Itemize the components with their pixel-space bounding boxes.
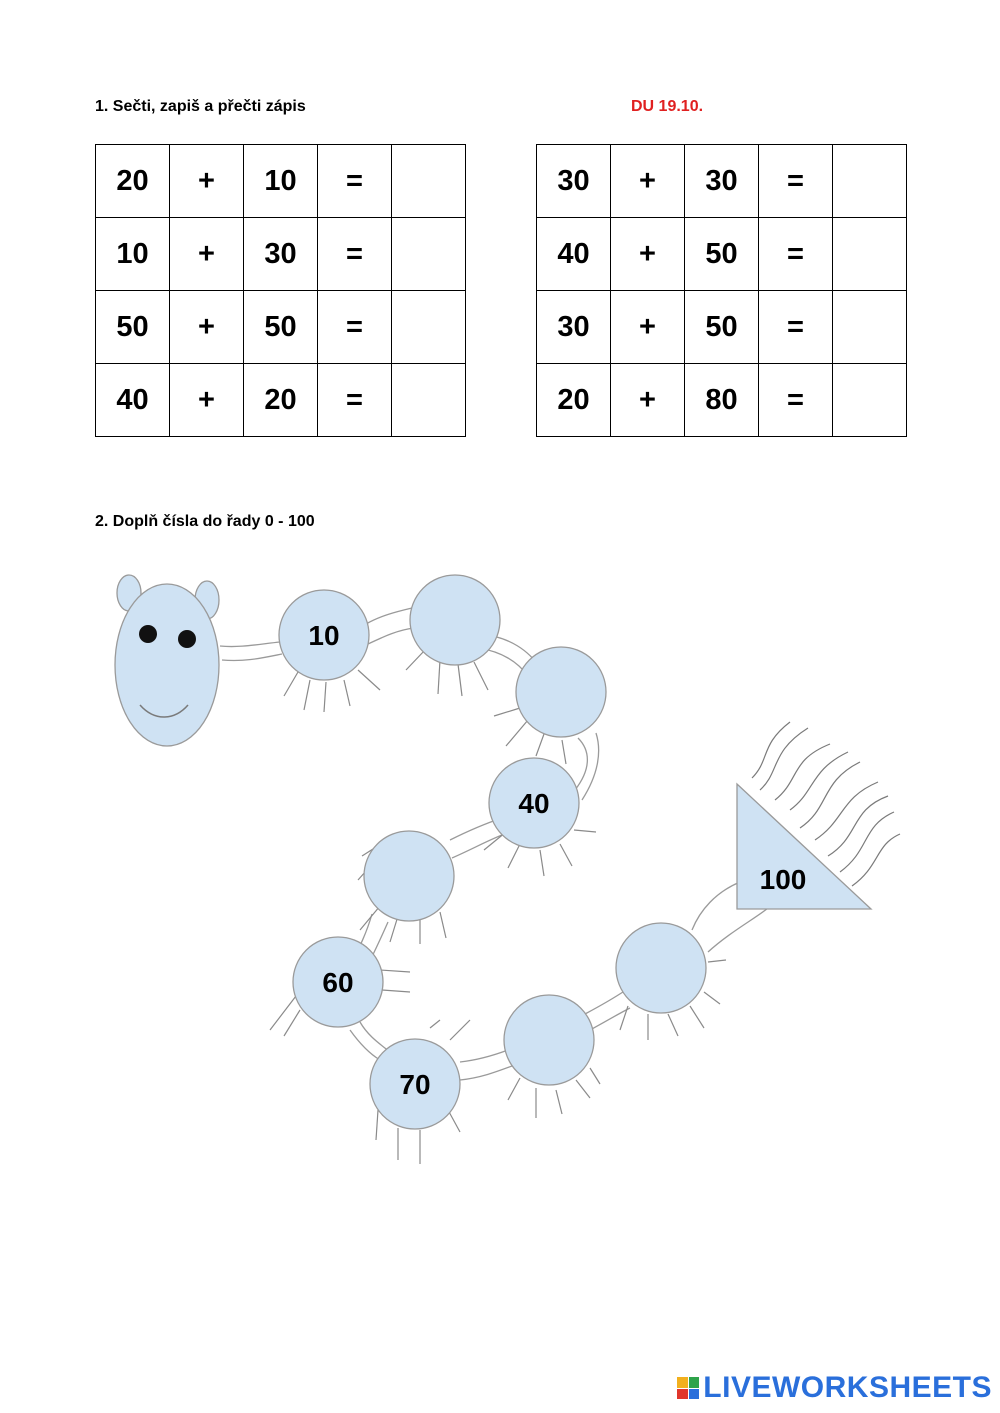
brand-name: LIVEWORKSHEETS <box>703 1371 992 1404</box>
equals-sign: = <box>759 364 833 437</box>
plus-sign: + <box>170 364 244 437</box>
segment-number: 40 <box>518 788 550 819</box>
segment-number: 60 <box>322 967 354 998</box>
addend-b: 50 <box>244 291 318 364</box>
plus-sign: + <box>170 145 244 218</box>
addend-b: 80 <box>685 364 759 437</box>
worm-head <box>115 575 219 746</box>
addend-a: 40 <box>537 218 611 291</box>
plus-sign: + <box>170 291 244 364</box>
plus-sign: + <box>611 364 685 437</box>
addend-a: 10 <box>96 218 170 291</box>
due-date: DU 19.10. <box>631 98 704 115</box>
plus-sign: + <box>611 291 685 364</box>
segment-number: 10 <box>308 620 340 651</box>
task1-title: 1. Sečti, zapiš a přečti zápis <box>95 98 306 115</box>
worm-segment[interactable] <box>489 758 579 848</box>
worm-segment[interactable] <box>293 937 383 1027</box>
worm-segment[interactable] <box>516 647 606 737</box>
worm-segment[interactable] <box>410 575 500 665</box>
worm-segment[interactable] <box>616 923 706 1013</box>
worm-segment[interactable] <box>370 1039 460 1129</box>
addend-b: 20 <box>244 364 318 437</box>
addend-b: 30 <box>685 145 759 218</box>
liveworksheets-logo-icon <box>677 1377 699 1399</box>
equals-sign: = <box>759 145 833 218</box>
worm-segment[interactable] <box>364 831 454 921</box>
plus-sign: + <box>170 218 244 291</box>
addend-a: 40 <box>96 364 170 437</box>
segment-number: 100 <box>759 864 807 895</box>
equals-sign: = <box>318 364 392 437</box>
addend-a: 50 <box>96 291 170 364</box>
addend-a: 20 <box>96 145 170 218</box>
addend-b: 50 <box>685 291 759 364</box>
segment-number: 70 <box>399 1069 431 1100</box>
addend-a: 20 <box>537 364 611 437</box>
plus-sign: + <box>611 145 685 218</box>
addend-a: 30 <box>537 291 611 364</box>
plus-sign: + <box>611 218 685 291</box>
addend-b: 30 <box>244 218 318 291</box>
addend-b: 10 <box>244 145 318 218</box>
worm-segment[interactable] <box>279 590 369 680</box>
task2-title: 2. Doplň čísla do řady 0 - 100 <box>95 513 315 530</box>
worm-segment[interactable] <box>504 995 594 1085</box>
worm-legs <box>270 650 726 1164</box>
equals-sign: = <box>759 218 833 291</box>
brand-logo <box>677 1371 992 1405</box>
equals-sign: = <box>318 218 392 291</box>
equals-sign: = <box>318 145 392 218</box>
addend-b: 50 <box>685 218 759 291</box>
equals-sign: = <box>759 291 833 364</box>
addend-a: 30 <box>537 145 611 218</box>
worm-tail <box>737 784 871 909</box>
equals-sign: = <box>318 291 392 364</box>
